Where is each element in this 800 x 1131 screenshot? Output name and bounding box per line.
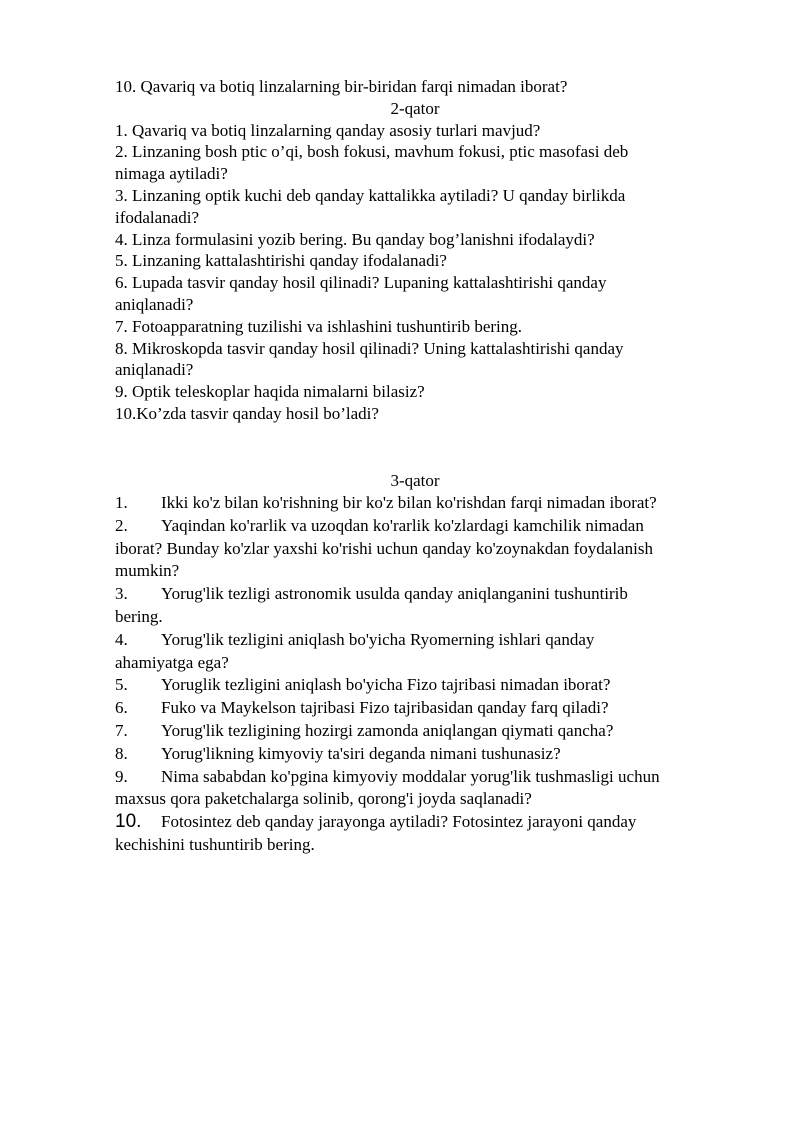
text-line: 1. Qavariq va botiq linzalarning qanday asosiy turlari mavjud? [115, 120, 541, 140]
list-item [115, 743, 720, 766]
question-list-2 [115, 120, 715, 425]
text-line: 5. Linzaning kattalashtirishi qanday ifodalanadi? [115, 251, 447, 271]
text-line: 9. Optik teleskoplar haqida nimalarni bilasiz? [115, 382, 425, 402]
item-text-line: Yorug'likning kimyoviy ta'siri deganda nimani tushunasiz? [161, 743, 561, 763]
item-text-line: Nima sababdan ko'pgina kimyoviy moddalar yorug'lik tushmasligi uchun [161, 766, 660, 786]
item-number: 1. [115, 493, 128, 512]
section-heading-2-qator: 2-qator [390, 98, 440, 118]
list-item [115, 766, 720, 812]
list-item [115, 583, 720, 629]
item-number: 3. [115, 584, 128, 604]
item-number: 2. [115, 515, 128, 535]
text-line: 10.Ko’zda tasvir qanday hosil bo’ladi? [115, 403, 379, 423]
list-item [115, 720, 720, 743]
item-text-line: bering. [115, 606, 163, 626]
text-line: nimaga aytiladi? [115, 164, 228, 184]
text-line: aniqlanadi? [115, 360, 194, 380]
item-number: 7. [115, 720, 128, 740]
item-number: 5. [115, 675, 128, 695]
text-line: ifodalanadi? [115, 207, 200, 227]
question-list-3 [115, 492, 720, 857]
item-number: 9. [115, 766, 128, 786]
text-line: 2. Linzaning bosh ptic o’qi, bosh fokusi, mavhum fokusi, ptic masofasi deb [115, 142, 629, 162]
item-text-line: Yorug'lik tezligini aniqlash bo'yicha Ryomerning ishlari qanday [161, 629, 595, 649]
list-item [115, 697, 720, 720]
list-item [115, 811, 720, 857]
text-line: aniqlanadi? [115, 294, 194, 314]
item-text-line: maxsus qora paketchalarga solinib, qorong'i joyda saqlanadi? [115, 789, 532, 809]
item-text-line: ahamiyatga ega? [115, 652, 229, 672]
item-number: 4. [115, 629, 128, 649]
item-text-line: iborat? Bunday ko'zlar yaxshi ko'rishi uchun qanday ko'zoynakdan foydalanish [115, 538, 653, 558]
text-line: 8. Mikroskopda tasvir qanday hosil qilinadi? Uning kattalashtirishi qanday [115, 338, 624, 358]
section-2 [115, 76, 715, 425]
text-line: 3. Linzaning optik kuchi deb qanday kattalikka aytiladi? U qanday birlikda [115, 185, 626, 205]
list-item [115, 674, 720, 697]
item-number: 8. [115, 743, 128, 763]
item-text-line: Yaqindan ko'rarlik va uzoqdan ko'rarlik ko'zlardagi kamchilik nimadan [161, 515, 644, 535]
list-item [115, 629, 720, 675]
item-text-line: Ikki ko'z bilan ko'rishning bir ko'z bilan ko'rishdan farqi nimadan iborat? [161, 493, 657, 512]
item-text-line: kechishini tushuntirib bering. [115, 834, 315, 854]
carryover-question: 10. Qavariq va botiq linzalarning bir-biridan farqi nimadan iborat? [115, 77, 568, 96]
text-line: 6. Lupada tasvir qanday hosil qilinadi? Lupaning kattalashtirishi qanday [115, 273, 607, 293]
item-text-line: Yoruglik tezligini aniqlash bo'yicha Fizo tajribasi nimadan iborat? [161, 675, 611, 695]
item-text-line: Fotosintez deb qanday jarayonga aytiladi? Fotosintez jarayoni qanday [161, 812, 637, 832]
list-item [115, 515, 720, 583]
text-line: 4. Linza formulasini yozib bering. Bu qanday bog’lanishni ifodalaydi? [115, 229, 595, 249]
section-heading-3-qator: 3-qator [390, 471, 440, 490]
text-line: 7. Fotoapparatning tuzilishi va ishlashini tushuntirib bering. [115, 316, 523, 336]
item-text-line: Fuko va Maykelson tajribasi Fizo tajribasidan qanday farq qiladi? [161, 698, 609, 718]
item-text-line: mumkin? [115, 561, 180, 581]
item-number: 6. [115, 698, 128, 718]
item-text-line: Yorug'lik tezligining hozirgi zamonda aniqlangan qiymati qancha? [161, 720, 614, 740]
item-number: 10. [115, 811, 142, 833]
list-item [115, 492, 720, 515]
item-text-line: Yorug'lik tezligi astronomik usulda qanday aniqlanganini tushuntirib [161, 584, 628, 604]
